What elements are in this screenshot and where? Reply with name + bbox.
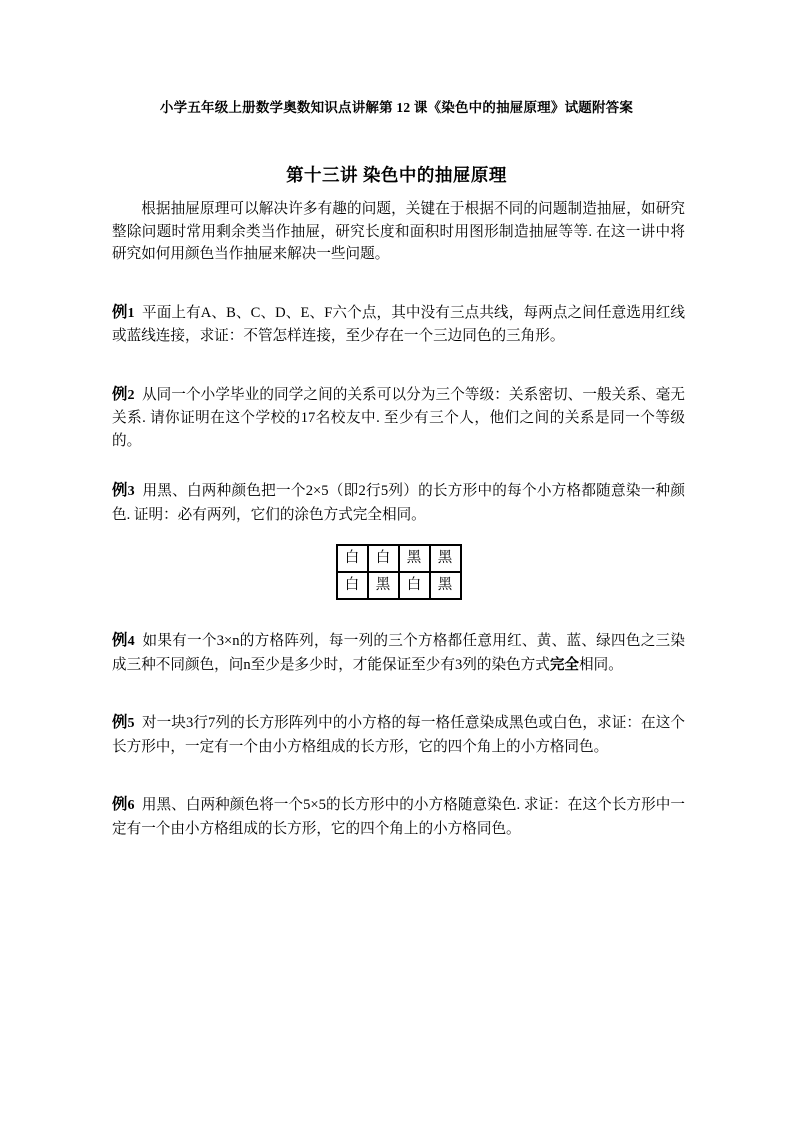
example-4-text-emphasis: 完全	[549, 656, 580, 673]
document-body	[112, 198, 685, 840]
running-header-title: 小学五年级上册数学奥数知识点讲解第 12 课《染色中的抽屉原理》试题附答案	[159, 100, 634, 115]
grid-cell: 白	[399, 572, 430, 600]
example-2-paragraph	[112, 384, 685, 453]
page-title: 第十三讲 染色中的抽屉原理	[286, 165, 507, 185]
spacer	[112, 348, 685, 384]
example-1-text: 平面上有A、B、C、D、E、F六个点，其中没有三点共线，每两点之间任意选用红线或蓝线连接，求证：不管怎样连接，至少存在一个三边同色的三角形。	[112, 304, 685, 344]
spacer	[112, 452, 685, 480]
intro-paragraph: 根据抽屉原理可以解决许多有趣的问题，关键在于根据不同的问题制造抽屉，如研究整除问题时常用剩余类当作抽屉，研究长度和面积时用图形制造抽屉等等. 在这一讲中将研究如何用颜色当作抽屉来解决一些问题。	[112, 201, 685, 262]
example-6-number: 6	[127, 798, 135, 813]
example-2-text: 从同一个小学毕业的同学之间的关系可以分为三个等级：关系密切、一般关系、毫无关系. 请你证明在这个学校的17名校友中. 至少有三个人，他们之间的关系是同一个等级的。	[112, 386, 685, 449]
example-3-text: 用黑、白两种颜色把一个2×5（即2行5列）的长方形中的每个小方格都随意染一种颜色. 证明：必有两列，它们的涂色方式完全相同。	[112, 483, 685, 523]
example-3-paragraph	[112, 480, 685, 526]
spacer	[112, 676, 685, 712]
example-4-text-part2: 相同。	[579, 656, 623, 673]
example-4-paragraph	[112, 630, 685, 676]
spacer	[112, 266, 685, 302]
example-2-number: 2	[127, 387, 135, 403]
table-row	[336, 572, 462, 600]
example-1-label: 例	[112, 303, 128, 321]
example-3-number: 3	[127, 484, 135, 499]
example-5-text: 对一块3行7列的长方形阵列中的小方格的每一格任意染成黑色或白色，求证：在这个长方形中，一定有一个由小方格组成的长方形，它的四个角上的小方格同色。	[112, 715, 685, 755]
example-3-label: 例	[112, 482, 128, 499]
example-5-number: 5	[127, 716, 135, 731]
grid-cell: 白	[336, 572, 368, 600]
grid-cell: 黑	[399, 544, 430, 572]
example-5-paragraph	[112, 712, 685, 758]
example-6-text: 用黑、白两种颜色将一个5×5的长方形中的小方格随意染色. 求证：在这个长方形中一定有一个由小方格组成的长方形，它的四个角上的小方格同色。	[112, 797, 685, 837]
example-4-label: 例	[112, 632, 128, 649]
color-grid-table	[336, 544, 462, 600]
spacer	[112, 600, 685, 630]
example-1-number: 1	[127, 305, 135, 321]
table-row	[336, 544, 462, 572]
grid-cell: 白	[336, 544, 368, 572]
example-4-number: 4	[127, 634, 135, 649]
grid-cell: 黑	[430, 544, 462, 572]
spacer	[112, 758, 685, 794]
example-4-text-part1: 如果有一个3×n的方格阵列，每一列的三个方格都任意用红、黄、蓝、绿四色之三染成三种不同颜色，问n至少是多少时，才能保证至少有3列的染色方式	[112, 633, 685, 673]
example-6-label: 例	[112, 796, 128, 813]
example-5-label: 例	[112, 714, 128, 731]
color-grid-figure	[112, 544, 685, 600]
example-6-paragraph	[112, 794, 685, 840]
spacer	[112, 526, 685, 544]
grid-cell: 白	[368, 544, 399, 572]
grid-cell: 黑	[368, 572, 399, 600]
example-2-label: 例	[112, 385, 128, 403]
example-1-paragraph	[112, 302, 685, 348]
grid-cell: 黑	[430, 572, 462, 600]
